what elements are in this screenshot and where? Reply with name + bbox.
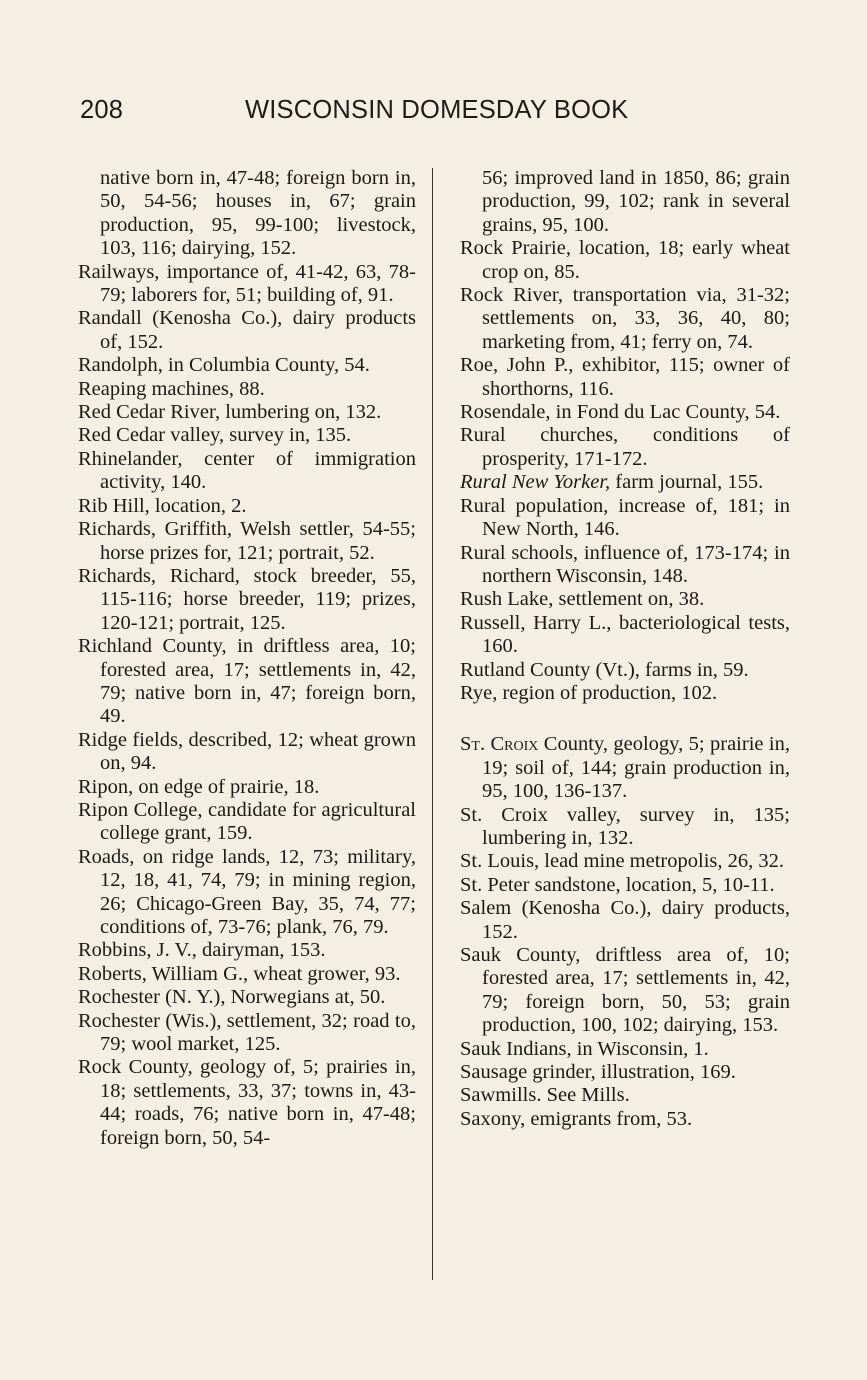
index-entry-text: Robbins, J. V., dairyman, 153.: [78, 939, 326, 962]
index-entry-text: Rural churches, conditions of prosperity, 171-172.: [460, 424, 790, 470]
index-entry-text: Rib Hill, location, 2.: [78, 494, 247, 517]
index-entry-text: County, geology, 5; prairie in, 19; soil of, 144; grain production in, 95, 100, 136-137.: [482, 733, 790, 803]
index-entry-text: Ripon College, candidate for agricultural college grant, 159.: [78, 798, 416, 845]
index-entry: [78, 1010, 416, 1057]
index-entry-text: Rock River, transportation via, 31-32; settlements on, 33, 36, 40, 80; marketing from, 41; ferry on, 74.: [460, 284, 790, 353]
index-entry-smallcaps: St. Croix: [460, 733, 539, 756]
index-entry: [78, 846, 416, 940]
index-entry-text: Rural population, increase of, 181; in New North, 146.: [460, 494, 790, 541]
index-entry-text: St. Peter sandstone, location, 5, 10-11.: [460, 873, 775, 896]
index-entry: [460, 1038, 790, 1061]
index-entry-text: Rosendale, in Fond du Lac County, 54.: [460, 401, 781, 424]
index-entry: [460, 284, 790, 354]
index-entry: [460, 804, 790, 851]
index-entry: [78, 729, 416, 776]
index-entry: [78, 939, 416, 962]
index-entry: [460, 424, 790, 471]
index-entry-text: Richland County, in driftless area, 10; forested area, 17; settlements in, 42, 79; native born in, 47; foreign born, 49.: [78, 635, 416, 728]
index-entry: [460, 1084, 790, 1107]
index-entry: [460, 612, 790, 659]
index-entry: [460, 1108, 790, 1131]
index-entry: [78, 424, 416, 447]
index-entry-text: Ridge fields, described, 12; wheat grown on, 94.: [78, 728, 416, 775]
index-entry-text: Saxony, emigrants from, 53.: [460, 1107, 693, 1130]
index-entry-text: Russell, Harry L., bacteriological tests, 160.: [460, 611, 790, 658]
index-entry: [78, 1056, 416, 1150]
index-entry: [78, 518, 416, 565]
index-entry-text: Sausage grinder, illustration, 169.: [460, 1061, 736, 1084]
index-entry-text: Red Cedar valley, survey in, 135.: [78, 424, 352, 447]
index-entry-text: St. Croix valley, survey in, 135; lumbering in, 132.: [460, 803, 790, 849]
index-entry-text: Salem (Kenosha Co.), dairy products, 152.: [460, 897, 790, 943]
index-entry-text: Sawmills. See Mills.: [460, 1084, 630, 1107]
index-entry: [460, 542, 790, 589]
index-entry: [78, 261, 416, 308]
index-entry: [78, 448, 416, 495]
index-entry-text: 56; improved land in 1850, 86; grain production, 99, 102; rank in several grains, 95, 100.: [482, 167, 790, 236]
index-entry-italic: Rural New Yorker,: [460, 471, 611, 494]
running-title: WISCONSIN DOMESDAY BOOK: [245, 96, 629, 124]
index-entry: [460, 495, 790, 542]
index-entry-text: Sauk County, driftless area of, 10; forested area, 17; settlements in, 42, 79; foreign born, 50, 53; grain production, 100, 102; dairying, 153.: [460, 944, 790, 1037]
index-entry: [460, 850, 790, 873]
index-entry: [78, 354, 416, 377]
index-entry-text: Randolph, in Columbia County, 54.: [78, 354, 370, 377]
index-entry: [460, 874, 790, 897]
index-entry: [78, 401, 416, 424]
index-entry-text: Red Cedar River, lumbering on, 132.: [78, 401, 382, 424]
index-entry-text: Rock County, geology of, 5; prairies in, 18; settlements, 33, 37; towns in, 43-44; roads, 76; native born in, 47-48; foreign born, 50, 54-: [78, 1056, 416, 1149]
index-entry-text: Ripon, on edge of prairie, 18.: [78, 775, 320, 798]
index-column-left: [78, 167, 416, 1150]
index-entry-text: Rochester (N. Y.), Norwegians at, 50.: [78, 986, 386, 1009]
index-entry-text: Rye, region of production, 102.: [460, 681, 718, 704]
index-entry: [460, 944, 790, 1038]
index-entry-text: Rochester (Wis.), settlement, 32; road to, 79; wool market, 125.: [78, 1009, 416, 1056]
index-entry: [78, 635, 416, 729]
index-entry: [78, 963, 416, 986]
index-entry-text: Roe, John P., exhibitor, 115; owner of shorthorns, 116.: [460, 354, 790, 400]
index-entry-text: Rock Prairie, location, 18; early wheat crop on, 85.: [460, 237, 790, 283]
index-entry-text: Railways, importance of, 41-42, 63, 78-79; laborers for, 51; building of, 91.: [78, 260, 416, 307]
index-entry-text: farm journal, 155.: [610, 471, 764, 494]
column-divider: [432, 168, 433, 1280]
page-header: [0, 96, 867, 132]
index-entry-text: Reaping machines, 88.: [78, 377, 265, 400]
index-entry: [460, 354, 790, 401]
index-entry: [78, 495, 416, 518]
index-entry-text: Richards, Griffith, Welsh settler, 54-55; horse prizes for, 121; portrait, 52.: [78, 518, 416, 564]
section-gap: [460, 705, 790, 733]
index-entry-text: Roads, on ridge lands, 12, 73; military, 12, 18, 41, 74, 79; in mining region, 26; Chicago-Green Bay, 35, 74, 77; conditions of, 73-76; plank, 76, 79.: [78, 845, 416, 938]
index-entry: [460, 897, 790, 944]
index-entry: [78, 565, 416, 635]
index-entry-text: Richards, Richard, stock breeder, 55, 115-116; horse breeder, 119; prizes, 120-121; portrait, 125.: [78, 564, 416, 634]
index-entry: [460, 733, 790, 803]
index-entry: [78, 167, 416, 261]
index-entry: [460, 659, 790, 682]
index-entry: [460, 588, 790, 611]
index-entry: [460, 471, 790, 494]
index-column-right: [460, 167, 790, 1131]
index-entry: [460, 1061, 790, 1084]
index-entry-text: Rush Lake, settlement on, 38.: [460, 588, 705, 611]
index-entry: [78, 799, 416, 846]
index-entry: [460, 401, 790, 424]
index-entry: [78, 378, 416, 401]
index-entry-text: Rutland County (Vt.), farms in, 59.: [460, 658, 749, 681]
index-entry-text: St. Louis, lead mine metropolis, 26, 32.: [460, 850, 784, 873]
index-entry-text: Rural schools, influence of, 173-174; in northern Wisconsin, 148.: [460, 541, 790, 587]
index-entry-text: Randall (Kenosha Co.), dairy products of, 152.: [78, 307, 416, 353]
index-entry: [78, 776, 416, 799]
index-entry: [460, 167, 790, 237]
index-entry: [78, 307, 416, 354]
index-entry: [460, 682, 790, 705]
index-entry-text: Sauk Indians, in Wisconsin, 1.: [460, 1037, 709, 1060]
page-number: 208: [80, 96, 124, 124]
index-entry: [460, 237, 790, 284]
index-entry-text: Roberts, William G., wheat grower, 93.: [78, 962, 401, 985]
index-entry-text: native born in, 47-48; foreign born in, 50, 54-56; houses in, 67; grain production, 95, 99-100; livestock, 103, 116; dairying, 152.: [100, 167, 416, 260]
index-entry: [78, 986, 416, 1009]
index-entry-text: Rhinelander, center of immigration activity, 140.: [78, 447, 416, 494]
